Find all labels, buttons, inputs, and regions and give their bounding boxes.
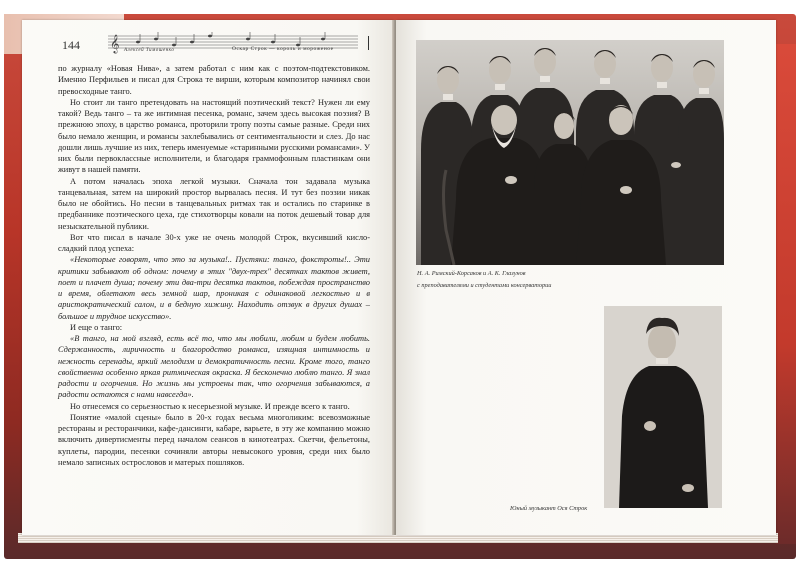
header-divider (368, 36, 369, 50)
body-text (58, 63, 370, 468)
portrait-photo (604, 306, 722, 508)
paragraph: Но стоит ли танго претендовать на настоящий поэтический текст? Нужен ли ему такой? Ведь танго – та же интимная песенка, романс, зачем здесь высокая поэзия? В прежнюю эпоху, в царство романса, проторили тропу поэты самые разные. Среди них было немало женщин, и романсы захлебывались от сентиментальности и слез. До нас дошли лишь лучшие из них, теперь именуемые «старинными русскими романсами». У них были первоклассные исполнители, и благодаря граммофонным пластинкам они живут в нашей памяти. (58, 97, 370, 175)
paragraph: И еще о танго: (70, 322, 123, 332)
cover-edge-right (776, 44, 796, 544)
paragraph: по журналу «Новая Нива», а затем работал с ним как с поэтом-подтекстовиком. Именно Перфильев и писал для Строка те вирши, которым композитор начинял свои превосходные танго. (58, 64, 370, 96)
paragraph: Но отнесемся со серьезностью к несерьезной музыке. И прежде всего к танго. (70, 401, 350, 411)
paragraph: Вот что писал в начале 30-х уже не очень молодой Строк, вкусивший кисло-сладкий плод успеха: (58, 232, 370, 253)
portrait-photo-caption: Юный музыкант Ося Строк (510, 505, 588, 512)
paragraph: А потом началась эпоха легкой музыки. Сначала тон задавала музыка танцевальная, затем на широкий простор вырвалась песня. И тут без поэзии никак было не обойтись. Но песни в танцевальных ритмах так и остались по старинке в предбаннике поэтического цеха, где стихотворцы ковали на поток дешевый товар для незыскательной публики. (58, 176, 370, 231)
paragraph: Понятие «малой сцены» было в 20-х годах весьма многоликим: всевозможные рестораны и ресторанчики, кафе-дансинги, кабаре, варьете, в эту же компанию можно включить дивертисменты перед началом сеансов в кинотеатрах. Скетчи, фельетоны, куплеты, пародии, песенки сочиняли авторы невысокого уровня, среди них было немало записных острословов и матерых пошляков. (58, 412, 370, 467)
group-photo-caption-line1: Н. А. Римский-Корсаков и А. К. Глазунов (417, 270, 526, 277)
paragraph: «В танго, на мой взгляд, есть всё то, что мы любили, любим и будем любить. Сдержанность, лиричность и благородство романса, изящная интимность и нежность серенады, яркий мелодизм и демократичность песни. Кроме того, танго свойственна особенно яркая ритмическая окраска. Я бесконечно люблю танго. Я знал радости и огорчения. Но жизнь мы устроены так, что огорчения забываются, а радости остаются с нами навсегда». (58, 334, 370, 400)
group-photo-caption-line2: с преподавателями и студентами консерватории (417, 282, 552, 289)
group-photo (416, 40, 724, 265)
running-head-title: Оскар Строк — король и мороженое (232, 46, 334, 52)
svg-text:𝄞: 𝄞 (110, 34, 120, 53)
running-head-author: Алексей Тимошенко (124, 48, 175, 53)
page-number: 144 (62, 38, 80, 52)
paragraph: «Некоторые говорят, что это за музыка!.. Пустяки: танго, фокстроты!.. Эти критики забывают об одном: почему в этих "двух-трех" десятках тактов живет, поет и плачет душа; почему эти два-три десятка тактов, побеждая пространство и время, облетают весь земной шар, проникая с одинаковой легкостью и в аристократический салон, и в бедную хижину. Находить отзвук в других душах – большое и трудное искусство». (58, 255, 370, 321)
